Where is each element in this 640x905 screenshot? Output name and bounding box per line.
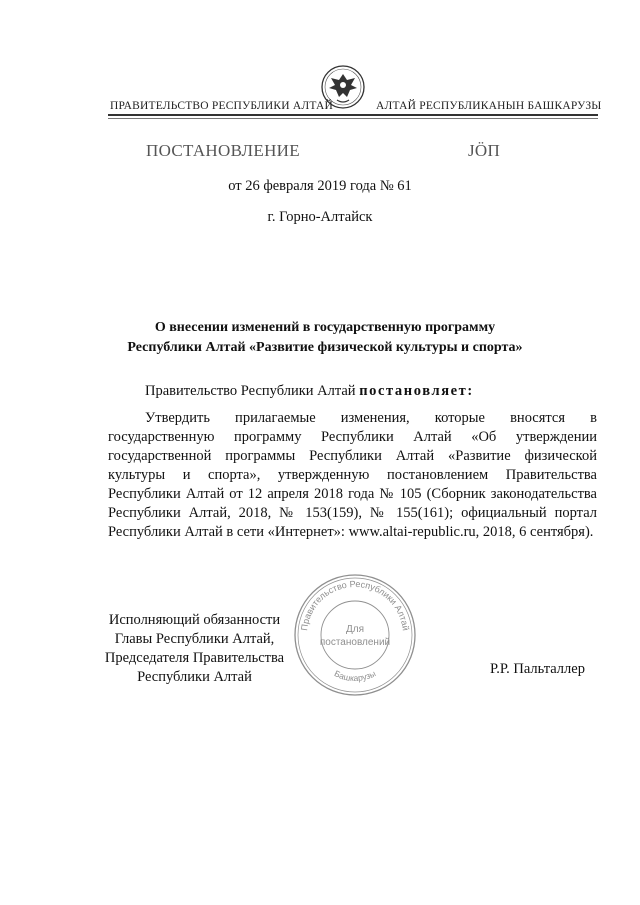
signatory-position (92, 611, 297, 687)
preamble-emphasis: постановляет: (359, 383, 474, 399)
stamp-inner-line-2: постановлений (319, 637, 391, 648)
document-city: г. Горно-Алтайск (267, 209, 373, 225)
signatory-line-3: Председателя Правительства (104, 650, 285, 666)
org-name-russian: ПРАВИТЕЛЬСТВО РЕСПУБЛИКИ АЛТАЙ (110, 100, 334, 112)
signatory-name: Р.Р. Пальталлер (490, 661, 585, 677)
title-line-1: О внесении изменений в государственную программу (154, 320, 496, 335)
header-rule-thick (108, 114, 598, 116)
signatory-line-1: Исполняющий обязанности (108, 612, 281, 628)
stamp-bottom-text: Башкарузы (332, 668, 378, 684)
official-stamp (292, 572, 418, 698)
document-type-altai: ЈӦП (468, 141, 501, 160)
org-name-altai: АЛТАЙ РЕСПУБЛИКАНЫН БАШКАРУЗЫ (376, 100, 602, 112)
title-line-2: Республики Алтай «Развитие физической культуры и спорта» (127, 340, 523, 355)
signatory-line-4: Республики Алтай (137, 669, 252, 685)
header-rule-thin (108, 118, 598, 119)
preamble-text: Правительство Республики Алтай (145, 383, 360, 399)
document-title (90, 318, 560, 358)
svg-text:Башкарузы (333, 668, 378, 683)
document-date-number: от 26 февраля 2019 года № 61 (228, 178, 412, 194)
document-type-russian: ПОСТАНОВЛЕНИЕ (146, 141, 300, 160)
stamp-inner-line-1: Для (345, 624, 365, 635)
signatory-line-2: Главы Республики Алтай, (114, 631, 275, 647)
preamble (145, 383, 474, 400)
stamp-outer-text: Правительство Республики Алтай (299, 578, 411, 632)
body-paragraph: Утвердить прилагаемые изменения, которые вносятся в государственную программу Республики Алтай «Об утверждении государственной программы Республики Алтай «Развитие физической культуры и спорта», утвержденную постановлением Правительства Республики Алтай от 12 апреля 2018 года № 105 (Сборник законодательства Республики Алтай, 2018, № 153(159), № 155(161); официальный портал Республики Алтай в сети «Интернет»: www.altai-republic.ru, 2018, 6 сентября). (108, 410, 597, 540)
